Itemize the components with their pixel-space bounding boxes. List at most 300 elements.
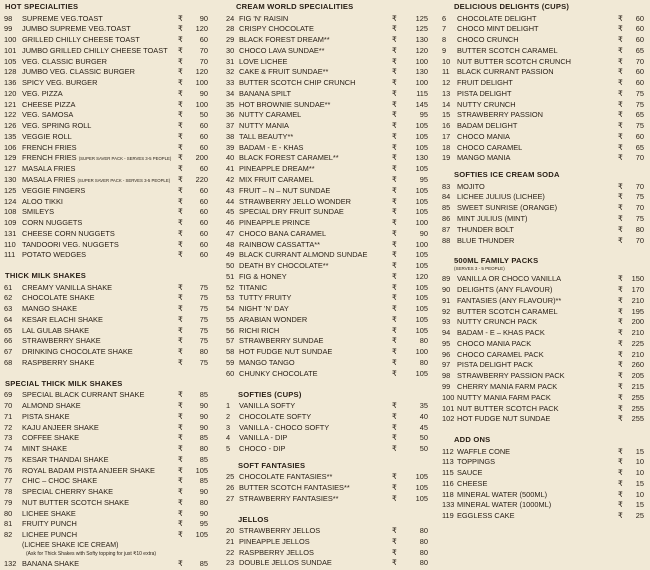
item-code: 100: [442, 392, 455, 402]
rupee-symbol: ₹: [178, 250, 183, 260]
item-name: [239, 358, 295, 369]
item-name-text: MINT SHAKE: [22, 444, 68, 454]
item-name: [239, 100, 330, 111]
item-code: 11: [442, 67, 450, 77]
item-name: [239, 121, 289, 132]
item-name-text: BLACK CURRANT ALMOND SUNDAE: [239, 250, 368, 260]
item-price: 65: [635, 110, 644, 120]
item-code: 25: [226, 472, 235, 482]
item-name-text: PISTA DELIGHT: [457, 88, 512, 98]
item-name: [457, 100, 516, 111]
item-name: [239, 35, 330, 46]
item-name: [22, 487, 113, 498]
menu-item: [440, 57, 650, 68]
item-name-text: ALMOND SHAKE: [22, 401, 81, 410]
item-code: 102: [442, 414, 455, 424]
item-name: [239, 423, 329, 434]
item-price: 100: [415, 239, 428, 249]
menu-item: [0, 164, 214, 175]
item-code: 17: [442, 131, 451, 141]
rupee-symbol: ₹: [178, 336, 183, 346]
rupee-symbol: ₹: [178, 497, 183, 507]
rupee-symbol: ₹: [178, 142, 183, 152]
item-name-text: CHEESE: [457, 478, 488, 488]
menu-item: [440, 468, 650, 479]
item-name-text: STRAWBERRY JELLOS: [239, 526, 321, 536]
menu-item: [440, 404, 650, 415]
item-name-text: CHOCO LAVA SUNDAE**: [239, 45, 325, 55]
item-price: 90: [419, 228, 428, 238]
item-name: [22, 519, 77, 530]
list-hot-specialities: [0, 14, 214, 262]
item-price: 15: [635, 446, 644, 456]
item-code: 6: [442, 13, 447, 23]
rupee-symbol: ₹: [178, 519, 183, 529]
item-code: 82: [4, 530, 13, 540]
item-code: 113: [442, 457, 454, 467]
list-cream-world: [224, 14, 438, 380]
item-name-text: STRAWBERRY SHAKE: [22, 336, 101, 346]
item-name-text: CHERRY MANIA FARM PACK: [457, 381, 558, 391]
menu-item: [0, 67, 214, 78]
menu-item: [224, 250, 438, 261]
item-name: [239, 89, 291, 100]
item-name-text: HOT FUDGE NUT SUNDAE: [457, 414, 551, 424]
item-name-text: NUT BUTTER SCOTCH SHAKE: [22, 497, 130, 507]
rupee-symbol: ₹: [618, 360, 623, 370]
rupee-symbol: ₹: [178, 164, 183, 174]
item-name-text: FRENCH FRIES: [22, 142, 77, 152]
item-name-text: STRAWBERRY FANTASIES**: [239, 493, 339, 503]
item-name-text: SAUCE: [457, 468, 483, 478]
item-name-text: NIGHT 'N' DAY: [239, 304, 289, 314]
item-name: [457, 121, 517, 132]
item-name-text: RAINBOW CASSATTA**: [239, 239, 321, 249]
menu-item: [0, 78, 214, 89]
menu-item: [224, 143, 438, 154]
item-name-text: NUT BUTTER SCOTCH PACK: [457, 403, 559, 413]
item-price: 80: [199, 444, 208, 454]
item-name-text: ARABIAN WONDER: [239, 314, 308, 324]
item-name: [239, 369, 318, 380]
item-code: 124: [4, 196, 17, 206]
item-name-text: VEG. PIZZA: [22, 88, 63, 98]
item-code: 99: [442, 381, 451, 391]
section-title-jellos: JELLOS: [238, 514, 269, 524]
item-price: 60: [199, 131, 208, 141]
item-code: 62: [4, 293, 13, 303]
rupee-symbol: ₹: [392, 45, 397, 55]
item-name: [22, 283, 112, 294]
item-name: [239, 472, 332, 483]
rupee-symbol: ₹: [392, 336, 397, 346]
rupee-symbol: ₹: [618, 121, 623, 131]
item-name: [22, 57, 107, 68]
item-code: 65: [4, 325, 13, 335]
item-name-text: VEG. SAMOSA: [22, 110, 74, 120]
menu-item: [0, 336, 214, 347]
item-code: 14: [442, 99, 451, 109]
item-name: [457, 479, 487, 490]
menu-item: [0, 197, 214, 208]
item-code: 51: [226, 271, 235, 281]
item-price: 60: [199, 164, 208, 174]
rupee-symbol: ₹: [178, 508, 183, 518]
item-name: [22, 132, 72, 143]
item-name-text: TANDOORI VEG. NUGGETS: [22, 239, 119, 249]
item-code: 47: [226, 228, 235, 238]
item-price: 90: [199, 401, 208, 410]
item-code: 10: [442, 56, 451, 66]
item-name: [457, 143, 522, 154]
item-name: [457, 214, 527, 225]
rupee-symbol: ₹: [618, 131, 623, 141]
menu-item: [224, 304, 438, 315]
item-price: 80: [419, 547, 428, 557]
item-price: 125: [415, 13, 428, 23]
menu-item: [0, 390, 214, 401]
item-price: 95: [419, 174, 428, 184]
rupee-symbol: ₹: [392, 99, 397, 109]
rupee-symbol: ₹: [392, 558, 397, 568]
item-name-text: TITANIC: [239, 282, 268, 292]
item-code: 96: [442, 349, 451, 359]
menu-item: [224, 132, 438, 143]
item-price: 80: [199, 347, 208, 357]
item-name-text: STRAWBERRY JELLO WONDER: [239, 196, 351, 206]
item-price: 105: [415, 304, 428, 314]
item-name-text: KAJU ANJEER SHAKE: [22, 422, 99, 432]
item-name-text: NUTTY CRUNCH PACK: [457, 317, 538, 327]
item-name: [239, 412, 311, 423]
item-code: 38: [226, 131, 235, 141]
item-name: [239, 57, 287, 68]
section-title-add-ons: ADD ONS: [454, 435, 491, 445]
menu-item: [0, 46, 214, 57]
item-code: 53: [226, 293, 235, 303]
item-name-text: FRUIT – N – NUT SUNDAE: [239, 185, 331, 195]
menu-item: [224, 240, 438, 251]
rupee-symbol: ₹: [178, 401, 183, 410]
item-price: 60: [635, 24, 644, 34]
item-name-text: VEGGIE FINGERS: [22, 185, 86, 195]
item-price: 100: [415, 218, 428, 228]
item-name-text: VEGGIE ROLL: [22, 131, 72, 141]
item-price: 10: [635, 489, 644, 499]
section-title-family-packs: 500ML FAMILY PACKS: [454, 256, 539, 266]
rupee-symbol: ₹: [392, 536, 397, 546]
rupee-symbol: ₹: [618, 446, 623, 456]
rupee-symbol: ₹: [618, 78, 623, 88]
item-name-text: SPICY VEG. BURGER: [22, 78, 98, 88]
menu-item: [440, 296, 650, 307]
menu-item: [440, 143, 650, 154]
rupee-symbol: ₹: [392, 174, 397, 184]
item-price: 80: [419, 536, 428, 546]
item-code: 80: [4, 508, 13, 518]
rupee-symbol: ₹: [392, 218, 397, 228]
menu-item: [440, 447, 650, 458]
item-code: 19: [442, 153, 451, 163]
rupee-symbol: ₹: [392, 67, 397, 77]
item-price: 15: [635, 478, 644, 488]
rupee-symbol: ₹: [618, 13, 623, 23]
softy-topping-note: (Ask for Thick Shakes with Softy topping for just ₹10 extra): [26, 550, 157, 557]
item-code: 100: [4, 35, 17, 45]
menu-item: [224, 369, 438, 380]
item-name-text: LICHEE JULIUS (LICHEE): [457, 192, 545, 202]
rupee-symbol: ₹: [178, 131, 183, 141]
item-name-text: DOUBLE JELLOS SUNDAE: [239, 558, 332, 568]
item-name: [22, 240, 119, 251]
item-name: [239, 250, 367, 261]
item-code: 109: [4, 218, 17, 228]
rupee-symbol: ₹: [178, 67, 183, 77]
item-name-text: MINERAL WATER (500ML): [457, 489, 548, 499]
rupee-symbol: ₹: [392, 472, 397, 482]
item-name-text: FANTASIES (ANY FLAVOUR)**: [457, 295, 562, 305]
item-name-text: MINT JULIUS (MINT): [457, 214, 528, 224]
menu-item: [0, 487, 214, 498]
menu-item: [224, 358, 438, 369]
item-name-text: LICHEE SHAKE: [22, 508, 76, 518]
item-code: 135: [4, 131, 17, 141]
item-price: 60: [199, 121, 208, 131]
item-name: [22, 218, 82, 229]
item-price: 105: [415, 472, 428, 482]
item-name: [239, 240, 320, 251]
item-code: 4: [226, 433, 231, 443]
item-code: 52: [226, 282, 235, 292]
rupee-symbol: ₹: [392, 131, 397, 141]
item-code: 115: [442, 468, 454, 478]
rupee-symbol: ₹: [618, 235, 623, 245]
item-code: 105: [4, 56, 17, 66]
item-code: 67: [4, 347, 13, 357]
item-code: 70: [4, 401, 13, 410]
menu-item: [224, 175, 438, 186]
item-name-text: CHEESE CORN NUGGETS: [22, 228, 115, 238]
item-price: 100: [415, 347, 428, 357]
item-code: 99: [4, 24, 13, 34]
item-code: 128: [4, 67, 17, 77]
item-name: [22, 336, 101, 347]
item-name: [457, 153, 510, 164]
item-code: 24: [226, 13, 235, 23]
item-name-text: SUPREME VEG.TOAST: [22, 13, 103, 23]
menu-item: [224, 423, 438, 434]
item-name-text: VEG. SPRING ROLL: [22, 121, 92, 131]
item-code: 89: [442, 274, 451, 284]
item-code: 21: [226, 536, 235, 546]
menu-item: [224, 293, 438, 304]
rupee-symbol: ₹: [392, 314, 397, 324]
menu-item: [0, 57, 214, 68]
menu-item: [0, 476, 214, 487]
rupee-symbol: ₹: [178, 218, 183, 228]
item-name-text: STRAWBERRY PASSION PACK: [457, 371, 565, 381]
item-name-text: SPECIAL DRY FRUIT SUNDAE: [239, 207, 344, 217]
item-name: [239, 186, 330, 197]
item-name: [457, 490, 547, 501]
rupee-symbol: ₹: [392, 142, 397, 152]
list-delicious-delights: [440, 14, 650, 165]
item-price: 90: [199, 411, 208, 421]
item-name: [239, 153, 339, 164]
item-name-text: TALL BEAUTY**: [239, 131, 294, 141]
item-name: [457, 404, 559, 415]
menu-item: [440, 274, 650, 285]
item-name-text: RICHI RICH: [239, 325, 280, 335]
item-code: 110: [4, 239, 16, 249]
rupee-symbol: ₹: [618, 192, 623, 202]
rupee-symbol: ₹: [392, 239, 397, 249]
rupee-symbol: ₹: [392, 261, 397, 271]
item-name-text: BUTTER SCOTCH CARAMEL: [457, 45, 558, 55]
item-price: 105: [195, 530, 208, 540]
item-name: [457, 371, 565, 382]
item-price: 225: [631, 338, 644, 348]
item-code: 40: [226, 153, 235, 163]
item-code: 78: [4, 487, 13, 497]
item-name-text: BADAM - E – KHAS PACK: [457, 328, 545, 338]
menu-item: [224, 537, 438, 548]
item-code: 76: [4, 465, 13, 475]
rupee-symbol: ₹: [178, 314, 183, 324]
rupee-symbol: ₹: [618, 489, 623, 499]
rupee-symbol: ₹: [178, 207, 183, 217]
item-price: 105: [415, 325, 428, 335]
menu-item: [0, 250, 214, 261]
rupee-symbol: ₹: [178, 88, 183, 98]
item-code: 54: [226, 304, 235, 314]
rupee-symbol: ₹: [618, 181, 623, 191]
item-name-text: BUTTER SCOTCH CHIP CRUNCH: [239, 78, 356, 88]
menu-item: [224, 558, 438, 569]
item-name-text: COFFEE SHAKE: [22, 433, 80, 443]
item-code: 98: [4, 13, 13, 23]
item-name-text: FRUIT DELIGHT: [457, 78, 513, 88]
menu-item: [440, 89, 650, 100]
menu-column-left: [0, 0, 214, 570]
item-name: [22, 358, 94, 369]
item-name: [22, 444, 67, 455]
item-name-text: CHOCO CRUNCH: [457, 35, 519, 45]
item-code: 9: [442, 45, 447, 55]
rupee-symbol: ₹: [392, 35, 397, 45]
item-price: 25: [635, 511, 644, 521]
rupee-symbol: ₹: [392, 293, 397, 303]
item-name-text: LAL GULAB SHAKE: [22, 325, 90, 335]
menu-item: [440, 153, 650, 164]
rupee-symbol: ₹: [178, 185, 183, 195]
item-price: 120: [415, 45, 428, 55]
item-name: [239, 293, 291, 304]
item-name: [22, 326, 89, 337]
item-name: [239, 24, 314, 35]
item-price: 70: [635, 235, 644, 245]
item-name: [22, 197, 63, 208]
menu-item: [224, 336, 438, 347]
rupee-symbol: ₹: [618, 349, 623, 359]
menu-item: [440, 457, 650, 468]
item-name: [457, 382, 557, 393]
item-price: 105: [415, 293, 428, 303]
item-name: [239, 537, 310, 548]
menu-item: [224, 261, 438, 272]
item-name-text: SMILEYS: [22, 207, 55, 217]
item-code: 43: [226, 185, 235, 195]
item-name: [457, 317, 537, 328]
rupee-symbol: ₹: [178, 56, 183, 66]
item-price: 130: [415, 153, 428, 163]
rupee-symbol: ₹: [178, 325, 183, 335]
item-price: 80: [419, 526, 428, 536]
item-code: 101: [4, 45, 17, 55]
item-price: 50: [419, 444, 428, 454]
rupee-symbol: ₹: [178, 228, 183, 238]
item-name-text: TUTTY FRUITY: [239, 293, 292, 303]
item-name-text: ROYAL BADAM PISTA ANJEER SHAKE: [22, 465, 155, 475]
item-name-text: DRINKING CHOCOLATE SHAKE: [22, 347, 133, 357]
item-price: 10: [635, 468, 644, 478]
rupee-symbol: ₹: [618, 317, 623, 327]
menu-item: [224, 197, 438, 208]
item-name-text: CHOCOLATE SHAKE: [22, 293, 95, 303]
menu-item: [0, 143, 214, 154]
menu-item: [0, 358, 214, 369]
rupee-symbol: ₹: [178, 110, 183, 120]
item-name: [457, 89, 511, 100]
item-name: [457, 46, 558, 57]
menu-item: [224, 186, 438, 197]
rupee-symbol: ₹: [392, 228, 397, 238]
menu-item: [0, 207, 214, 218]
item-price: 70: [635, 153, 644, 163]
menu-item: [224, 110, 438, 121]
item-name-text: JUMBO SUPREME VEG.TOAST: [22, 24, 131, 34]
item-code: 15: [442, 110, 451, 120]
rupee-symbol: ₹: [618, 224, 623, 234]
item-price: 60: [199, 207, 208, 217]
item-name: [22, 186, 85, 197]
item-code: 73: [4, 433, 13, 443]
rupee-symbol: ₹: [392, 196, 397, 206]
item-name: [457, 285, 552, 296]
rupee-symbol: ₹: [178, 433, 183, 443]
rupee-symbol: ₹: [178, 476, 183, 486]
item-name: [239, 261, 329, 272]
item-name-text: SPECIAL CHERRY SHAKE: [22, 487, 114, 497]
menu-item: [224, 401, 438, 412]
item-name: [239, 558, 332, 569]
rupee-symbol: ₹: [618, 88, 623, 98]
menu-item: [0, 444, 214, 455]
item-code: 26: [226, 483, 235, 493]
list-ice-cream-soda: [440, 182, 650, 247]
item-price: 80: [419, 336, 428, 346]
item-name-text: BUTTER SCOTCH CARAMEL: [457, 306, 558, 316]
item-price: 85: [199, 454, 208, 464]
rupee-symbol: ₹: [392, 422, 397, 432]
item-code: 83: [442, 181, 451, 191]
item-price: 100: [415, 78, 428, 88]
item-name: [22, 24, 131, 35]
item-price: 35: [419, 401, 428, 411]
item-name-text: EGGLESS CAKE: [457, 511, 515, 521]
item-name-text: BLACK FOREST CARAMEL**: [239, 153, 339, 163]
item-code: 120: [4, 88, 17, 98]
